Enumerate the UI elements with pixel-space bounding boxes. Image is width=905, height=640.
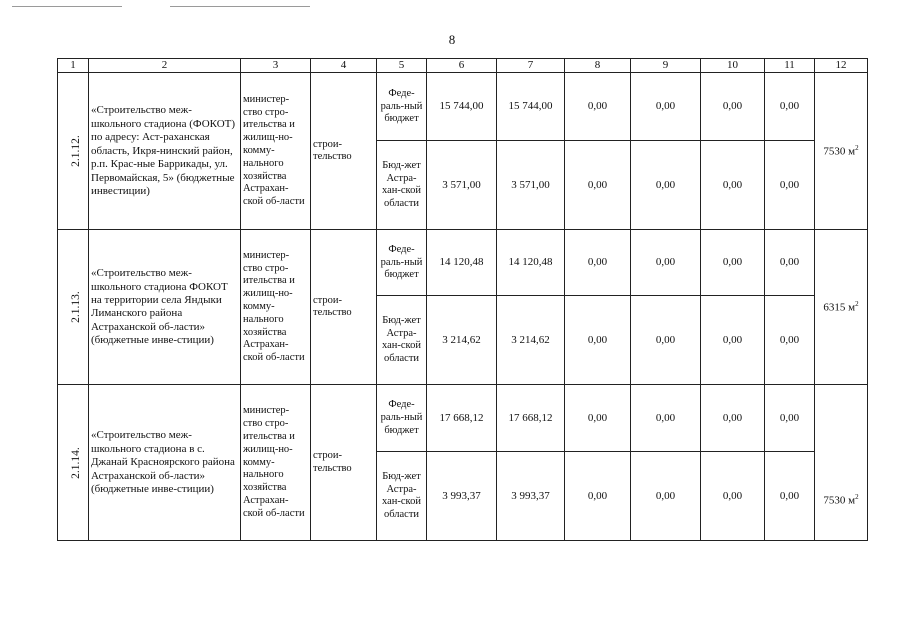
budget-table [57, 58, 868, 541]
capacity-cell [815, 73, 868, 230]
value-cell: 0,00 [565, 296, 631, 385]
value-cell: 3 214,62 [497, 296, 565, 385]
item-number: 2.1.14. [69, 446, 82, 479]
column-header: 3 [241, 59, 311, 73]
table-row [58, 385, 868, 452]
capacity-unit-sup: 2 [855, 299, 859, 308]
executor: министер-ство стро-ительства и жилищ-но-комму-нального хозяйства Астрахан-ской об-ласти [241, 385, 311, 541]
funding-source: Феде-раль-ный бюджет [377, 230, 427, 296]
value-cell: 3 214,62 [427, 296, 497, 385]
funding-source: Феде-раль-ный бюджет [377, 73, 427, 141]
work-type: строи-тельство [311, 73, 377, 230]
work-type: строи-тельство [311, 385, 377, 541]
value-cell: 0,00 [701, 385, 765, 452]
value-cell: 3 993,37 [427, 452, 497, 541]
value-cell: 0,00 [701, 141, 765, 230]
value-cell: 3 571,00 [497, 141, 565, 230]
item-number-cell [58, 230, 89, 385]
column-header: 1 [58, 59, 89, 73]
executor: министер-ство стро-ительства и жилищ-но-комму-нального хозяйства Астрахан-ской об-ласти [241, 230, 311, 385]
item-number: 2.1.12. [69, 135, 82, 167]
value-cell: 0,00 [631, 230, 701, 296]
value-cell: 15 744,00 [427, 73, 497, 141]
column-header: 11 [765, 59, 815, 73]
table-row [58, 230, 868, 296]
executor: министер-ство стро-ительства и жилищ-но-комму-нального хозяйства Астрахан-ской об-ласти [241, 73, 311, 230]
value-cell: 15 744,00 [497, 73, 565, 141]
work-type: строи-тельство [311, 230, 377, 385]
table-header-row [58, 59, 868, 73]
funding-source: Бюд-жет Астра-хан-ской области [377, 141, 427, 230]
column-header: 9 [631, 59, 701, 73]
capacity: 6315 м [823, 301, 856, 314]
value-cell: 0,00 [631, 73, 701, 141]
value-cell: 0,00 [701, 73, 765, 141]
item-number-cell [58, 73, 89, 230]
value-cell: 0,00 [631, 141, 701, 230]
value-cell: 0,00 [765, 452, 815, 541]
value-cell: 17 668,12 [427, 385, 497, 452]
scan-artifact-line [170, 6, 310, 7]
value-cell: 0,00 [765, 230, 815, 296]
value-cell: 0,00 [701, 452, 765, 541]
capacity-unit-sup: 2 [855, 143, 859, 152]
value-cell: 0,00 [765, 73, 815, 141]
funding-source: Бюд-жет Астра-хан-ской области [377, 452, 427, 541]
value-cell: 0,00 [565, 141, 631, 230]
project-name: «Строительство меж-школьного стадиона ФОКОТ на территории села Яндыки Лиманского района Астраханской об-ласти» (бюджетные инве-стиции) [89, 230, 241, 385]
capacity-cell [815, 385, 868, 541]
column-header: 12 [815, 59, 868, 73]
column-header: 2 [89, 59, 241, 73]
capacity: 7530 м [823, 145, 856, 158]
column-header: 8 [565, 59, 631, 73]
item-number: 2.1.13. [69, 291, 82, 323]
value-cell: 14 120,48 [497, 230, 565, 296]
funding-source: Бюд-жет Астра-хан-ской области [377, 296, 427, 385]
capacity-cell [815, 230, 868, 385]
project-name: «Строительство меж-школьного стадиона в с. Джанай Красноярского района Астраханской об-ласти» (бюджетные инве-стиции) [89, 385, 241, 541]
column-header: 4 [311, 59, 377, 73]
page-number: 8 [448, 32, 456, 47]
value-cell: 0,00 [565, 73, 631, 141]
value-cell: 0,00 [701, 230, 765, 296]
value-cell: 0,00 [631, 385, 701, 452]
table-row [58, 73, 868, 141]
capacity-unit-sup: 2 [855, 492, 859, 501]
value-cell: 14 120,48 [427, 230, 497, 296]
column-header: 10 [701, 59, 765, 73]
value-cell: 0,00 [701, 296, 765, 385]
capacity: 7530 м [823, 494, 856, 507]
project-name: «Строительство меж-школьного стадиона (ФОКОТ) по адресу: Аст-раханская область, Икря-нинский район, р.п. Крас-ные Баррикады, ул. Первомайская, 5» (бюджетные инвестиции) [89, 73, 241, 230]
column-header: 6 [427, 59, 497, 73]
scan-artifact-line [12, 6, 122, 7]
value-cell: 0,00 [765, 385, 815, 452]
value-cell: 0,00 [565, 230, 631, 296]
value-cell: 0,00 [631, 296, 701, 385]
value-cell: 17 668,12 [497, 385, 565, 452]
item-number-cell [58, 385, 89, 541]
value-cell: 0,00 [765, 141, 815, 230]
value-cell: 0,00 [631, 452, 701, 541]
value-cell: 0,00 [565, 385, 631, 452]
value-cell: 3 993,37 [497, 452, 565, 541]
value-cell: 3 571,00 [427, 141, 497, 230]
value-cell: 0,00 [565, 452, 631, 541]
funding-source: Феде-раль-ный бюджет [377, 385, 427, 452]
value-cell: 0,00 [765, 296, 815, 385]
column-header: 5 [377, 59, 427, 73]
column-header: 7 [497, 59, 565, 73]
